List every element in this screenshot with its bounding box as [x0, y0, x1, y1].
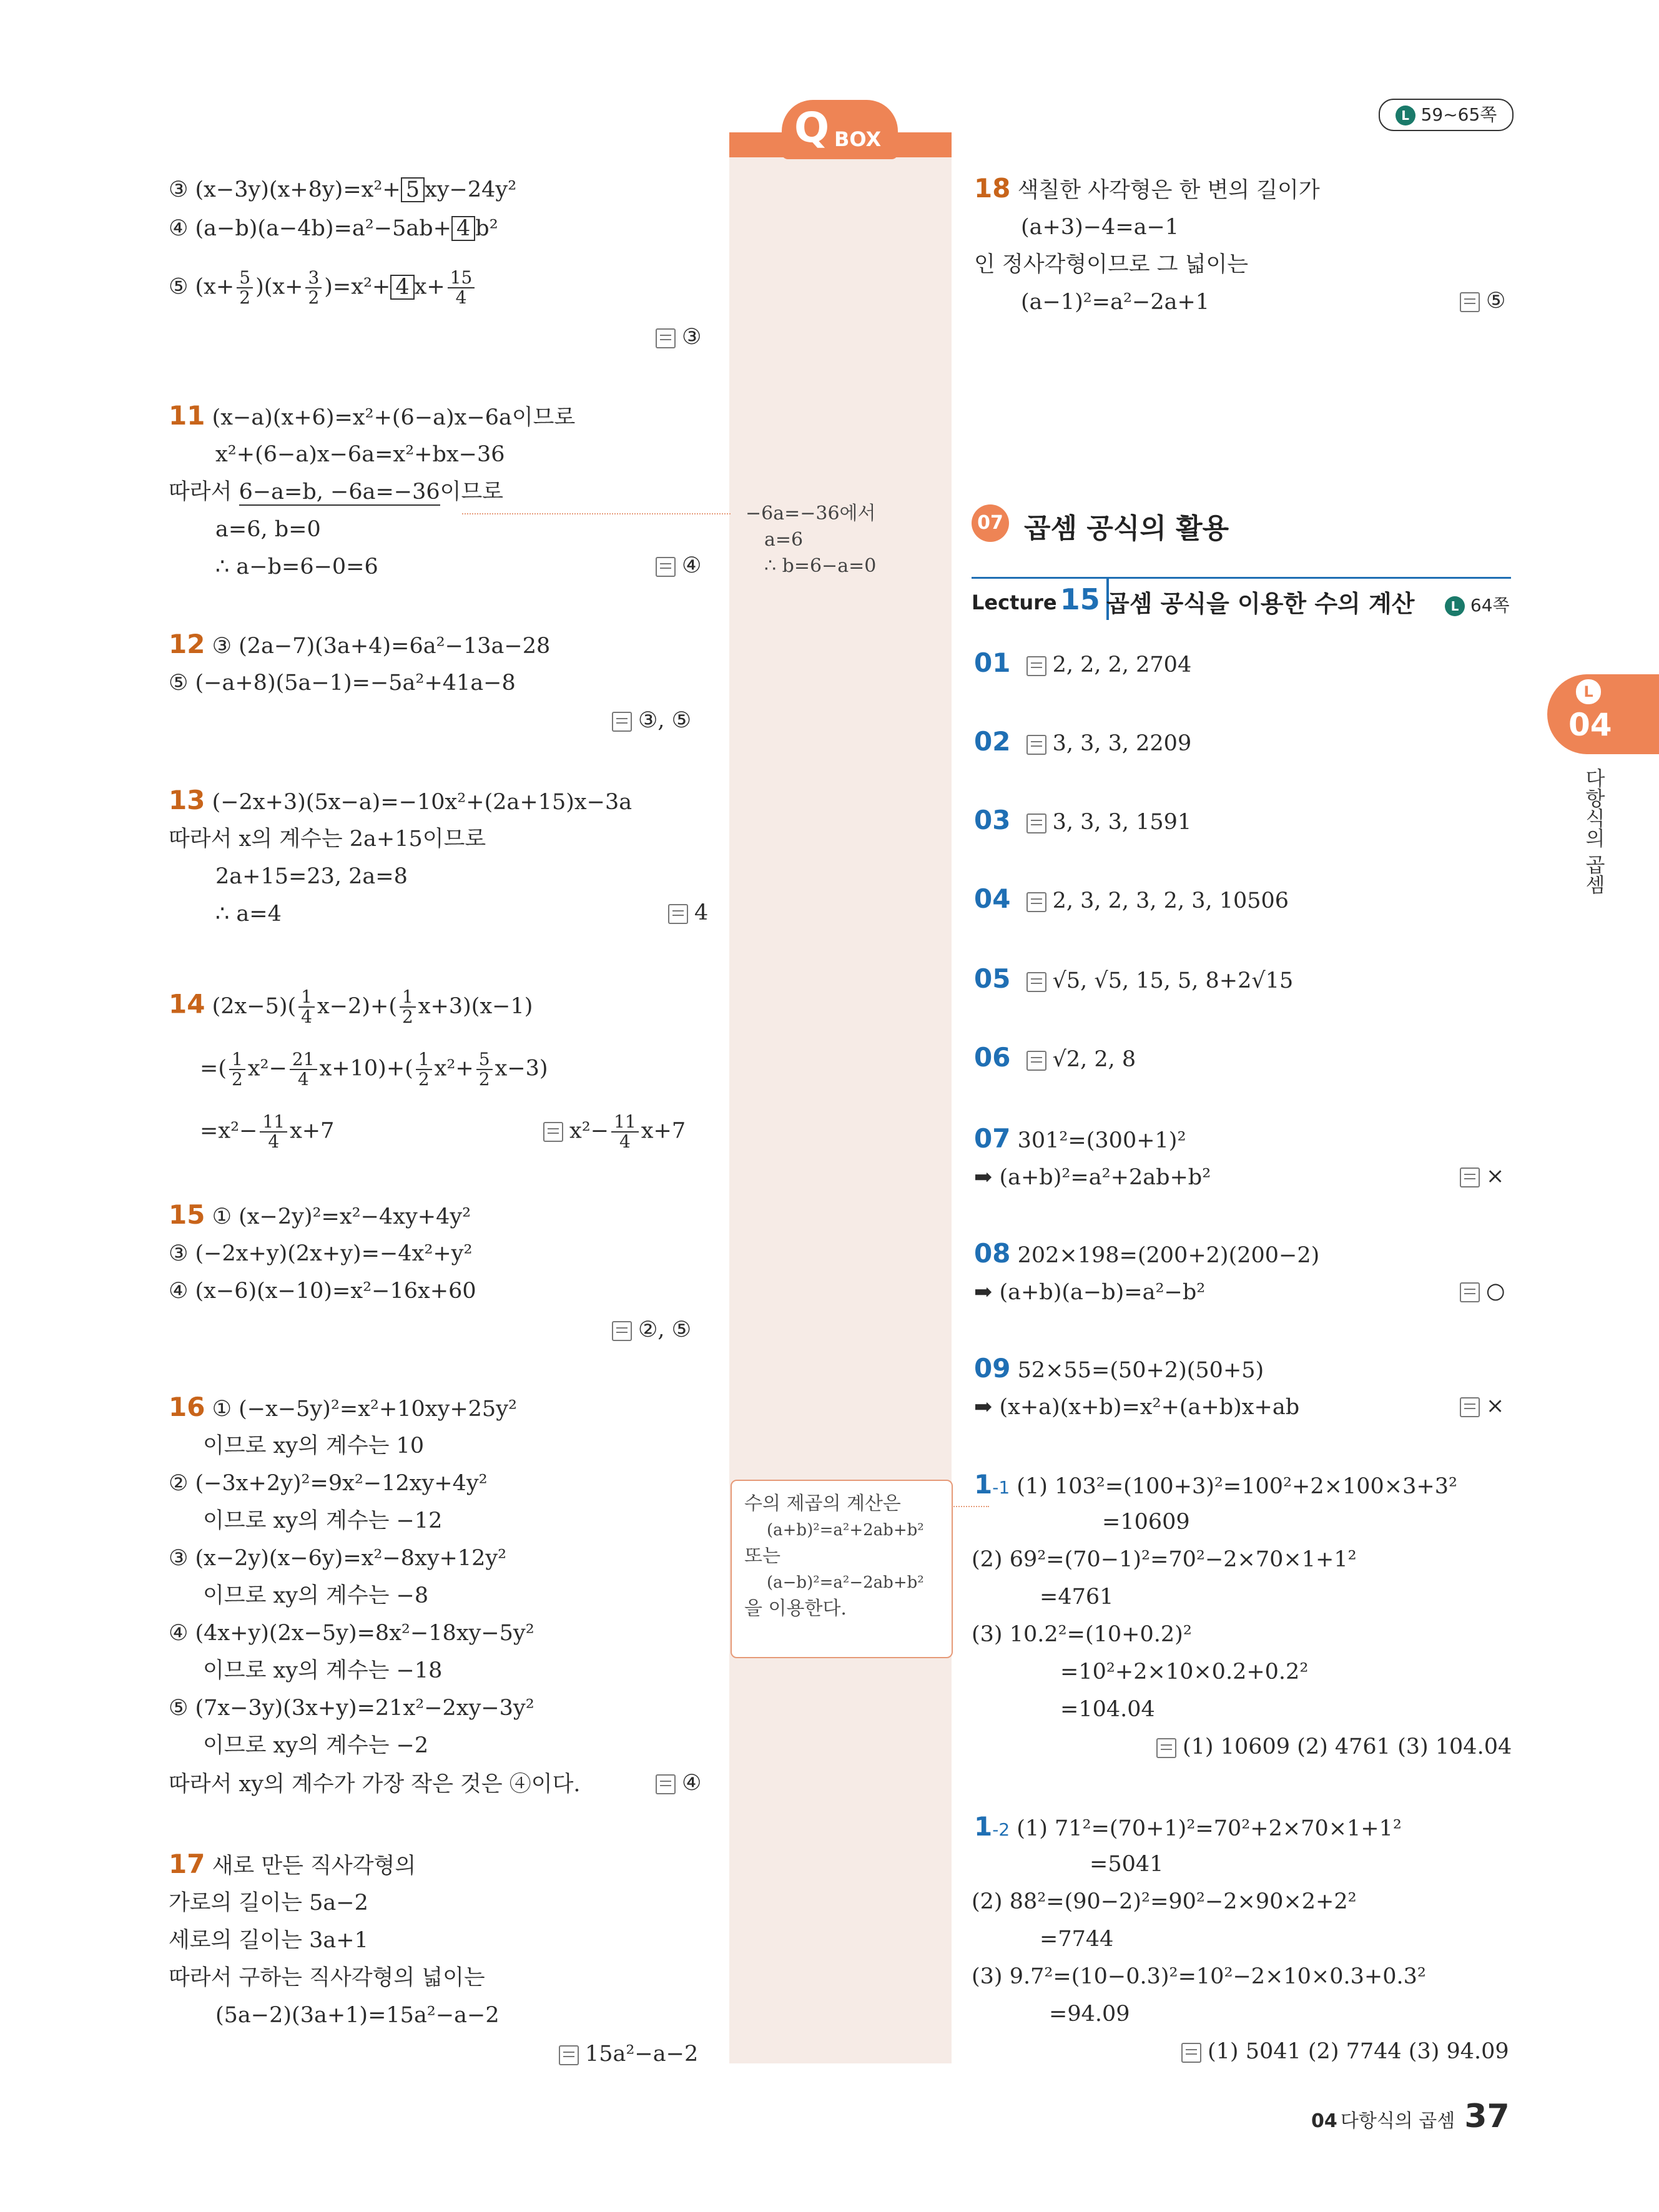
answer-icon: [1181, 2043, 1201, 2063]
qbox-note-2-connector: [952, 1506, 989, 1507]
item-07-line2: ➡ (a+b)²=a²+2ab+b²: [974, 1165, 1211, 1190]
item-1-1-line5: (3) 10.2²=(10+0.2)²: [972, 1622, 1192, 1647]
item-04: 04 2, 3, 2, 3, 2, 3, 10506: [974, 883, 1289, 914]
item-08-line1: 08 202×198=(200+2)(200−2): [974, 1238, 1320, 1269]
p15-line3: ④ (x−6)(x−10)=x²−16x+60: [169, 1279, 476, 1304]
item-08-line2: ➡ (a+b)(a−b)=a²−b²: [974, 1280, 1206, 1305]
chapter-letter-icon: L: [1576, 679, 1601, 704]
p11-line4: a=6, b=0: [215, 517, 321, 542]
footer: [1311, 2098, 1510, 2135]
p16-line4: 이므로 xy의 계수는 −12: [203, 1508, 443, 1533]
lecture-letter-icon: L: [1445, 596, 1465, 616]
section-number: 07: [972, 504, 1009, 542]
p11-line5: ∴ a−b=6−0=6: [215, 554, 378, 579]
answer-icon: [1026, 656, 1046, 676]
p18-line3: 인 정사각형이므로 그 넓이는: [974, 252, 1249, 277]
p15-answer: ②, ⑤: [612, 1317, 691, 1342]
answer-icon: [1460, 1167, 1480, 1187]
answer-icon: [1026, 1051, 1046, 1071]
item-07-line1: 07 301²=(300+1)²: [974, 1123, 1186, 1154]
answer-icon: [543, 1122, 563, 1142]
p16-line9: ⑤ (7x−3y)(3x+y)=21x²−2xy−3y²: [169, 1696, 534, 1721]
qbox-logo-q: Q: [794, 104, 830, 152]
answer-icon: [612, 1321, 632, 1341]
p17-line2: 가로의 길이는 5a−2: [169, 1890, 368, 1915]
p12-answer: ③, ⑤: [612, 708, 691, 733]
item-09-line1: 09 52×55=(50+2)(50+5): [974, 1353, 1264, 1384]
chapter-tab: [1547, 674, 1659, 754]
p10-answer: ③: [656, 325, 701, 350]
p18-line2: (a+3)−4=a−1: [1021, 215, 1179, 240]
answer-icon: [1460, 1282, 1480, 1302]
answer-icon: [656, 557, 676, 577]
p18-line1: 18 색칠한 사각형은 한 변의 길이가: [974, 173, 1320, 204]
p11-note-connector: [462, 513, 731, 514]
answer-icon: [656, 1774, 676, 1794]
p10-line3: ③ (x−3y)(x+8y)=x²+ 5 xy−24y²: [169, 177, 517, 202]
item-05: 05 √5, √5, 15, 5, 8+2√15: [974, 963, 1294, 994]
p17-answer: 15a²−a−2: [559, 2042, 698, 2067]
qbox-logo: [782, 100, 898, 159]
p16-line7: ④ (4x+y)(2x−5y)=8x²−18xy−5y²: [169, 1621, 534, 1646]
item-08-answer: ○: [1460, 1279, 1505, 1304]
qbox-logo-box: BOX: [834, 127, 882, 151]
p11-line3: 따라서 6−a=b, −6a=−36이므로: [169, 479, 504, 504]
item-1-2-line2: =5041: [1090, 1852, 1164, 1877]
item-09-answer: ×: [1460, 1394, 1504, 1418]
p16-answer: ④: [656, 1771, 701, 1796]
p16-line2: 이므로 xy의 계수는 10: [203, 1433, 425, 1458]
item-01: 01 2, 2, 2, 2704: [974, 647, 1192, 678]
p17-line3: 세로의 길이는 3a+1: [169, 1928, 368, 1953]
p10-line5: ⑤ (x+ $\frac{5}{2}$ )(x+ $\frac{3}{2}$ )=x²+ 4 x+ $\frac{15}{4}$: [169, 268, 477, 307]
answer-icon: [1156, 1738, 1176, 1758]
answer-icon: [1026, 972, 1046, 992]
p18-line4: (a−1)²=a²−2a+1: [1021, 290, 1210, 315]
item-1-2-line3: (2) 88²=(90−2)²=90²−2×90×2+2²: [972, 1889, 1357, 1914]
item-1-2-answer: (1) 5041 (2) 7744 (3) 94.09: [1181, 2039, 1509, 2064]
p17-line1: 17 새로 만든 직사각형의: [169, 1849, 416, 1879]
p16-line5: ③ (x−2y)(x−6y)=x²−8xy+12y²: [169, 1546, 507, 1571]
p15-line1: 15 ① (x−2y)²=x²−4xy+4y²: [169, 1199, 471, 1230]
p17-line4: 따라서 구하는 직사각형의 넓이는: [169, 1965, 485, 1990]
qbox-column: [729, 140, 952, 2063]
item-1-1-line6: =10²+2×10×0.2+0.2²: [1060, 1659, 1309, 1684]
answer-icon: [668, 904, 688, 924]
chapter-tab-number: 04: [1568, 707, 1612, 743]
footer-title: 다항식의 곱셈: [1340, 2110, 1455, 2132]
p15-line2: ③ (−2x+y)(2x+y)=−4x²+y²: [169, 1241, 473, 1266]
p12-line2: ⑤ (−a+8)(5a−1)=−5a²+41a−8: [169, 671, 516, 696]
item-1-2-line5: (3) 9.7²=(10−0.3)²=10²−2×10×0.3+0.3²: [972, 1964, 1426, 1989]
p13-line4: ∴ a=4: [215, 902, 282, 927]
p11-line1: 11 (x−a)(x+6)=x²+(6−a)x−6a이므로: [169, 400, 576, 431]
p16-line6: 이므로 xy의 계수는 −8: [203, 1583, 429, 1608]
p14-line3: =x²− $\frac{11}{4}$ x+7: [200, 1111, 335, 1152]
chapter-tab-vertical-title: 다항식의 곱셈: [1582, 768, 1606, 895]
item-1-2-line1: 1-2 (1) 71²=(70+1)²=70²+2×70×1+1²: [974, 1811, 1402, 1842]
section-title: 곱셈 공식의 활용: [1024, 513, 1229, 544]
page-reference: [1379, 99, 1514, 131]
answer-icon: [1460, 292, 1480, 312]
answer-icon: [1026, 814, 1046, 833]
p14-line1: 14 (2x−5)( $\frac{1}{4}$ x−2)+( $\frac{1}{2}$ x+3)(x−1): [169, 986, 533, 1027]
item-1-1-answer: (1) 10609 (2) 4761 (3) 104.04: [1156, 1734, 1512, 1759]
qbox-note-2: 수의 제곱의 계산은 (a+b)²=a²+2ab+b² 또는 (a−b)²=a²−2ab+b² 을 이용한다.: [744, 1493, 924, 1620]
item-09-line2: ➡ (x+a)(x+b)=x²+(a+b)x+ab: [974, 1395, 1300, 1420]
answer-icon: [656, 328, 676, 348]
item-07-answer: ×: [1460, 1164, 1504, 1189]
answer-icon: [1460, 1397, 1480, 1417]
p13-answer: 4: [668, 900, 708, 925]
item-02: 02 3, 3, 3, 2209: [974, 726, 1192, 757]
answer-icon: [1026, 892, 1046, 912]
lecture-badge: Lecture 15: [972, 577, 1109, 620]
p17-line5: (5a−2)(3a+1)=15a²−a−2: [215, 2003, 500, 2028]
lecture-ref: L 64쪽: [1445, 592, 1510, 617]
footer-chapter: 04: [1311, 2110, 1337, 2132]
answer-icon: [612, 712, 632, 732]
p16-line8: 이므로 xy의 계수는 −18: [203, 1658, 443, 1683]
item-1-1-line4: =4761: [1040, 1585, 1114, 1610]
answer-icon: [1026, 735, 1046, 755]
qbox-note-1: −6a=−36에서 a=6 ∴ b=6−a=0: [746, 503, 877, 577]
p13-line1: 13 (−2x+3)(5x−a)=−10x²+(2a+15)x−3a: [169, 785, 633, 815]
p16-line10: 이므로 xy의 계수는 −2: [203, 1733, 429, 1758]
item-1-1-line1: 1-1 (1) 103²=(100+3)²=100²+2×100×3+3²: [974, 1469, 1458, 1500]
page-ref-text: 59~65쪽: [1420, 104, 1497, 125]
p13-line2: 따라서 x의 계수는 2a+15이므로: [169, 827, 486, 852]
p16-line11: 따라서 xy의 계수가 가장 작은 것은 ④이다.: [169, 1772, 581, 1797]
item-06: 06 √2, 2, 8: [974, 1042, 1136, 1073]
item-1-2-line4: =7744: [1040, 1927, 1114, 1952]
lecture-title: 곱셈 공식을 이용한 수의 계산: [1106, 590, 1415, 617]
p16-line1: 16 ① (−x−5y)²=x²+10xy+25y²: [169, 1392, 518, 1422]
p11-answer: ④: [656, 553, 701, 578]
page-number: 37: [1464, 2098, 1510, 2135]
item-1-1-line7: =104.04: [1060, 1697, 1155, 1722]
p11-line2: x²+(6−a)x−6a=x²+bx−36: [215, 442, 505, 467]
p16-line3: ② (−3x+2y)²=9x²−12xy+4y²: [169, 1471, 488, 1496]
item-1-1-line2: =10609: [1102, 1510, 1190, 1535]
item-03: 03 3, 3, 3, 1591: [974, 805, 1192, 835]
answer-icon: [559, 2045, 579, 2065]
p14-answer: x²− $\frac{11}{4}$ x+7: [543, 1113, 686, 1151]
lecture-letter-icon: L: [1396, 106, 1415, 125]
p10-line4: ④ (a−b)(a−4b)=a²−5ab+ 4 b²: [169, 216, 498, 241]
p12-line1: 12 ③ (2a−7)(3a+4)=6a²−13a−28: [169, 629, 551, 659]
item-1-1-line3: (2) 69²=(70−1)²=70²−2×70×1+1²: [972, 1547, 1357, 1572]
item-1-2-line6: =94.09: [1049, 2002, 1130, 2027]
p18-answer: ⑤: [1460, 288, 1505, 313]
p14-line2: =( $\frac{1}{2}$ x²− $\frac{21}{4}$ x+10)+( $\frac{1}{2}$ x²+ $\frac{5}{2}$ x−3): [200, 1049, 548, 1089]
p13-line3: 2a+15=23, 2a=8: [215, 864, 408, 889]
